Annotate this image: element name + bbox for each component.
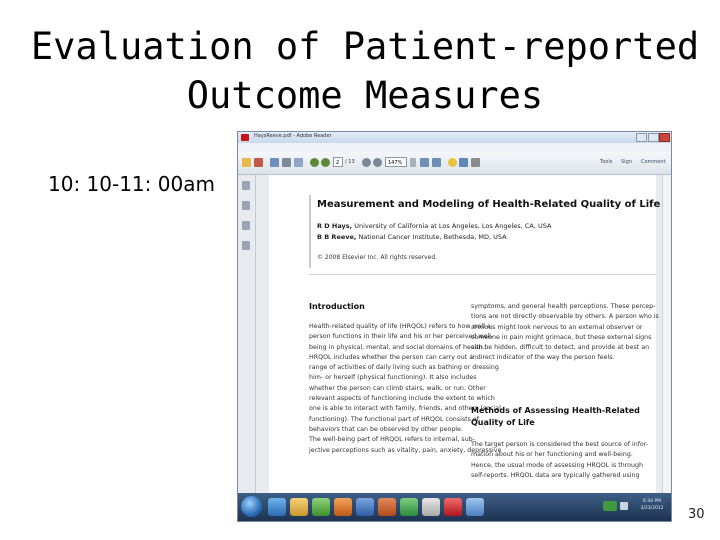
slide-page-number: 30 (688, 507, 705, 522)
volume-icon[interactable] (620, 502, 628, 510)
maximize-icon[interactable] (648, 133, 659, 142)
minimize-icon[interactable] (636, 133, 647, 142)
word-icon[interactable] (356, 498, 374, 516)
file-explorer-icon[interactable] (290, 498, 308, 516)
text-line: behaviors that can be observed by other people. (309, 425, 463, 433)
slide-title-line1: Evaluation of Patient-reported (30, 25, 700, 68)
text-line: The target person is considered the best source of infor- (471, 441, 649, 448)
text-line: whether the person can climb stairs, walk, or run. Other (309, 384, 486, 392)
text-line: The well-being part of HRQOL refers to internal, sub- (309, 436, 475, 444)
open-icon[interactable] (242, 158, 251, 167)
introduction-heading: Introduction (309, 302, 365, 311)
text-line: someone in pain might grimace, but these external signs (471, 333, 652, 341)
zoom-in-icon[interactable] (373, 158, 382, 167)
copyright-notice: © 2008 Elsevier Inc. All rights reserved. (317, 254, 438, 261)
tools-button[interactable]: Tools (600, 159, 613, 165)
text-line: jective perceptions such as vitality, pain, anxiety, depressive (309, 446, 502, 454)
text-line: person functions in their life and his or her perceived well- (309, 333, 494, 341)
vertical-scrollbar[interactable] (662, 175, 671, 493)
signatures-icon[interactable] (242, 241, 250, 250)
clock-time: 6:34 PM (642, 499, 662, 504)
comment-button[interactable]: Comment (641, 159, 666, 165)
zoom-level-input[interactable]: 147% (385, 157, 407, 167)
email-icon[interactable] (294, 158, 303, 167)
text-line: him- or herself (physical functioning). It also includes (309, 374, 477, 382)
fit-page-icon[interactable] (420, 158, 429, 167)
save-icon[interactable] (270, 158, 279, 167)
right-column-text-bottom (471, 440, 648, 481)
author-1 (317, 222, 551, 230)
outlook-icon[interactable] (466, 498, 484, 516)
text-line: can be hidden, difficult to detect, and provide at best an (471, 344, 650, 352)
powerpoint-icon[interactable] (378, 498, 396, 516)
text-line: anxious might look nervous to an external observer or (471, 323, 643, 331)
attachments-icon[interactable] (242, 221, 250, 230)
text-line: tions are not directly observable by others. A person who is (471, 313, 659, 321)
text-line: range of activities of daily living such as bathing or dressing (309, 364, 499, 372)
methods-heading (471, 405, 640, 429)
internet-explorer-icon[interactable] (268, 498, 286, 516)
page-thumbnails-icon[interactable] (242, 181, 250, 190)
text-line: functioning). The functional part of HRQOL consists of (309, 415, 479, 423)
article-title: Measurement and Modeling of Health-Related Quality of Life (317, 199, 661, 210)
toolbar (238, 152, 671, 175)
menu-bar (238, 143, 671, 152)
media-player-icon[interactable] (312, 498, 330, 516)
author-2-name: B B Reeve, (317, 233, 357, 241)
page-total: / 13 (345, 159, 355, 165)
document-area (256, 175, 671, 493)
slide-title-line2: Outcome Measures (186, 74, 544, 117)
text-line: Hence, the usual mode of assessing HRQOL is through (471, 461, 643, 469)
excel-icon[interactable] (400, 498, 418, 516)
pdf-reader-screenshot (237, 131, 672, 522)
adobe-reader-taskbar-icon[interactable] (444, 498, 462, 516)
author-2 (317, 233, 507, 241)
zoom-out-icon[interactable] (362, 158, 371, 167)
slide-title (0, 22, 720, 120)
navigation-pane (238, 175, 256, 493)
create-icon[interactable] (254, 158, 263, 167)
page-number-input[interactable]: 2 (333, 157, 343, 167)
right-column-text-top (471, 302, 659, 364)
highlight-icon[interactable] (459, 158, 468, 167)
text-line: mation about his or her functioning and well-being. (471, 451, 633, 459)
close-icon[interactable] (659, 133, 670, 142)
sign-button[interactable]: Sign (621, 159, 632, 165)
methods-heading-line1: Methods of Assessing Health-Related (471, 406, 640, 415)
text-line: relevant aspects of functioning include the extent to which (309, 395, 495, 403)
text-line: one is able to interact with family, friends, and others (social (309, 405, 501, 413)
windows-taskbar (238, 493, 671, 521)
print-icon[interactable] (282, 158, 291, 167)
clock-date: 3/23/2012 (640, 506, 664, 511)
text-line: Health-related quality of life (HRQOL) refers to how well a (309, 323, 491, 330)
session-time: 10: 10-11: 00am (48, 172, 215, 196)
pdf-page (269, 175, 661, 493)
header-rule (309, 195, 311, 268)
author-1-affiliation: University of California at Los Angeles, Los Angeles, CA, USA (352, 222, 552, 230)
author-2-affiliation: National Cancer Institute, Bethesda, MD, USA (356, 233, 507, 241)
comment-icon[interactable] (448, 158, 457, 167)
text-line: being in physical, mental, and social domains of health. (309, 343, 485, 351)
battery-icon[interactable] (603, 501, 617, 511)
system-clock[interactable] (636, 498, 668, 512)
firefox-icon[interactable] (334, 498, 352, 516)
text-line: self-reports. HRQOL data are typically gathered using (471, 471, 640, 479)
text-line: indirect indicator of the way the person feels. (471, 354, 615, 362)
zoom-dropdown-icon[interactable] (410, 158, 416, 167)
start-button-icon[interactable] (241, 496, 262, 517)
fit-width-icon[interactable] (432, 158, 441, 167)
text-line: symptoms, and general health perceptions. These percep- (471, 303, 656, 310)
notepad-icon[interactable] (422, 498, 440, 516)
window-titlebar (238, 132, 671, 143)
methods-heading-line2: Quality of Life (471, 418, 535, 427)
previous-page-icon[interactable] (310, 158, 319, 167)
sign-icon[interactable] (471, 158, 480, 167)
window-title: HaysReeve.pdf - Adobe Reader (254, 133, 332, 139)
author-1-name: R D Hays, (317, 222, 353, 230)
adobe-reader-icon (241, 134, 249, 141)
next-page-icon[interactable] (321, 158, 330, 167)
bookmarks-icon[interactable] (242, 201, 250, 210)
section-divider (309, 274, 656, 275)
text-line: HRQOL includes whether the person can carry out a (309, 353, 474, 361)
